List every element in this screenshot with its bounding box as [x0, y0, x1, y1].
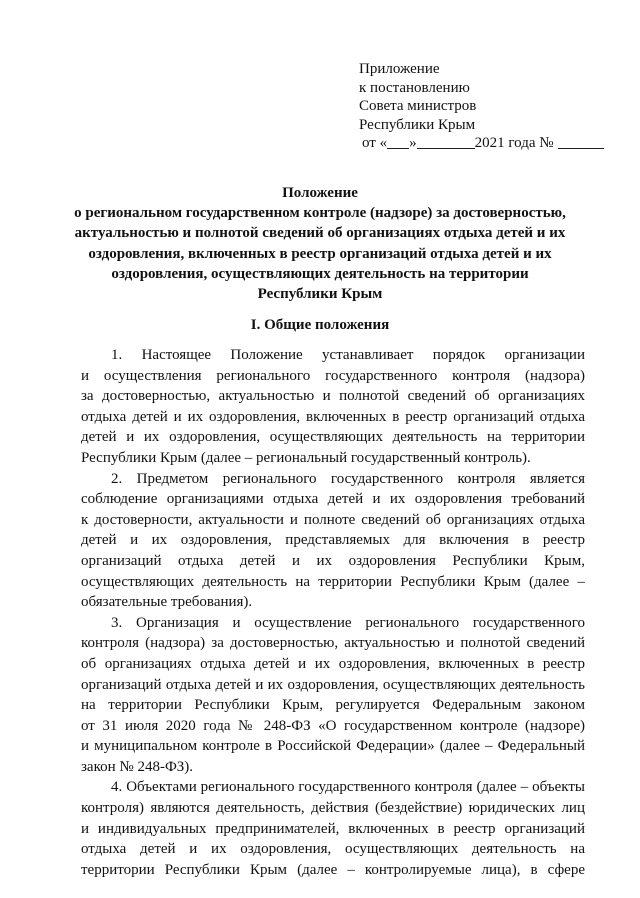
date-suffix: 2021 года № — [474, 135, 554, 151]
paragraph-line: к достоверности, актуальности и полноте сведений об организациях отдыха — [81, 511, 585, 528]
document-title — [40, 183, 600, 304]
paragraph-line: 1. Настоящее Положение устанавливает порядок организации — [111, 347, 585, 363]
title-line-5: оздоровления, осуществляющих деятельность на территории — [111, 265, 529, 282]
paragraph-1 — [81, 345, 585, 469]
paragraph-line: Республики Крым (далее – региональный государственный контроль). — [81, 449, 531, 466]
appendix-date-line — [359, 134, 604, 153]
appendix-line-4: Республики Крым — [359, 116, 476, 133]
paragraph-line: соблюдение организациями отдыха детей и их оздоровления требований — [81, 491, 585, 508]
paragraph-line: отдыха детей и их оздоровления, включенных в реестр организаций отдыха — [81, 408, 585, 425]
paragraph-line: контроля) являются деятельность, действия (бездействие) юридических лиц — [81, 800, 585, 817]
date-quote-close: » — [409, 135, 417, 151]
appendix-block — [359, 60, 604, 153]
paragraph-line: осуществляющих деятельность на территории Республики Крым (далее – — [81, 573, 585, 590]
paragraph-line: контроля (надзора) за достоверностью, актуальностью и полнотой сведений — [81, 635, 585, 652]
paragraph-line: на территории Республики Крым, регулируется Федеральным законом — [81, 697, 585, 714]
paragraph-line: и индивидуальных предпринимателей, включенных в реестр организаций — [81, 820, 585, 837]
document-body — [81, 345, 585, 880]
appendix-line-2: к постановлению — [359, 79, 470, 96]
title-line-2: о региональном государственном контроле (надзоре) за достоверностью, — [74, 205, 566, 222]
document-number-field — [558, 134, 604, 149]
date-prefix: от « — [362, 135, 388, 151]
paragraph-line: 4. Объектами регионального государственного контроля (далее – объекты — [111, 779, 585, 796]
paragraph-2 — [81, 469, 585, 613]
paragraph-line: отдыха детей и их оздоровления, осуществляющих деятельность на — [81, 841, 585, 858]
paragraph-line: территории Республики Крым (далее – контролируемые лица), в сфере — [81, 861, 585, 878]
paragraph-line: детей и их оздоровления, представляемых для включения в реестр — [81, 532, 585, 549]
paragraph-line: организаций отдыха детей и их оздоровления Республики Крым, — [81, 552, 585, 569]
paragraph-line: и муниципальном контроле в Российской Федерации» (далее – Федеральный — [81, 738, 585, 755]
paragraph-3 — [81, 613, 585, 778]
paragraph-line: 2. Предметом регионального государственного контроля является — [111, 470, 585, 487]
paragraph-line: детей и их оздоровления, осуществляющих деятельность на территории — [81, 429, 585, 446]
paragraph-line: и осуществления регионального государственного контроля (надзора) — [81, 367, 585, 384]
paragraph-line: 3. Организация и осуществление регионального государственного — [111, 614, 585, 631]
paragraph-line: за достоверностью, актуальностью и полнотой сведений об организациях — [81, 388, 585, 405]
appendix-line-1: Приложение — [359, 61, 440, 77]
appendix-line-3: Совета министров — [359, 98, 477, 114]
section-heading: I. Общие положения — [250, 317, 390, 333]
date-month-field — [417, 134, 475, 149]
paragraph-line: закон № 248-ФЗ). — [81, 758, 194, 775]
paragraph-4 — [81, 777, 585, 880]
title-line-6: Республики Крым — [257, 286, 383, 303]
paragraph-line: организаций отдыха детей и их оздоровления, осуществляющих деятельность — [81, 676, 585, 693]
paragraph-line: от 31 июля 2020 года № 248-ФЗ «О государственном контроле (надзоре) — [81, 717, 585, 734]
title-line-4: оздоровления, включенных в реестр организаций отдыха детей и их — [88, 245, 552, 262]
title-line-1: Положение — [282, 185, 358, 201]
paragraph-line: об организациях отдыха детей и их оздоровления, включенных в реестр — [81, 655, 585, 672]
paragraph-line: обязательные требования). — [81, 594, 253, 611]
date-day-field — [387, 134, 409, 149]
title-line-3: актуальностью и полнотой сведений об организациях отдыха детей и их — [74, 225, 566, 242]
